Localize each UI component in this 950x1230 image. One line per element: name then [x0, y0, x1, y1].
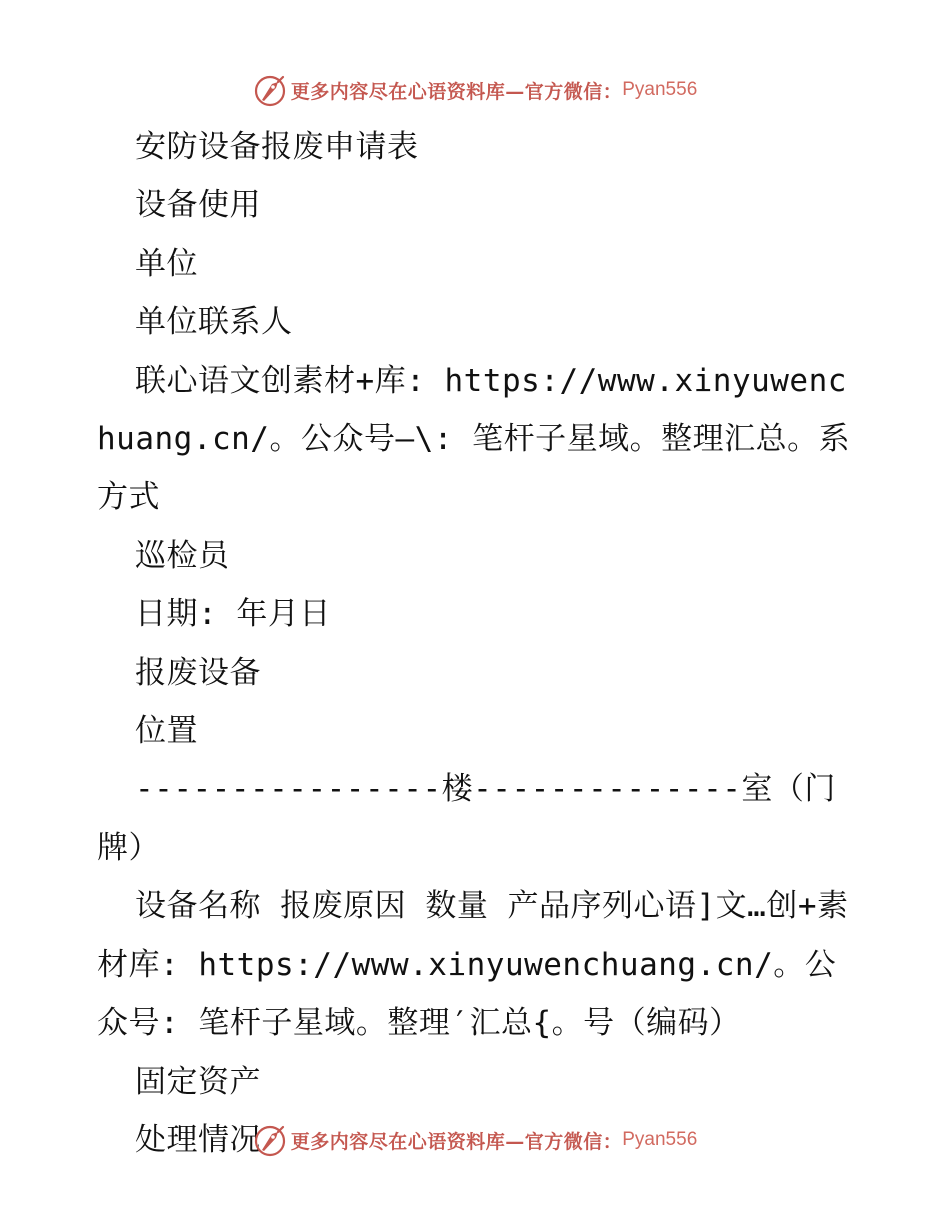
pen-nib-logo-icon: [253, 73, 287, 107]
doc-paragraph: 处理情况: [135, 1121, 261, 1158]
doc-paragraph: 报废设备: [135, 654, 261, 691]
banner-text: 更多内容尽在心语资料库—官方微信：: [290, 80, 623, 103]
doc-paragraph: 单位: [135, 245, 198, 282]
doc-paragraph: ----------------楼--------------室（门牌）: [97, 771, 836, 866]
doc-paragraph: 日期: 年月日: [135, 596, 331, 633]
doc-paragraph: 固定资产: [135, 1063, 261, 1100]
doc-paragraph: 巡检员: [135, 537, 230, 574]
doc-paragraph: 位置: [135, 713, 198, 750]
pen-nib-logo-icon: [253, 1123, 287, 1157]
doc-paragraph: 联心语文创素材+库: https://www.xinyuwenchuang.cn/。公众号—\: 笔杆子星域。整理汇总。系方式: [97, 362, 851, 516]
document-body: [97, 118, 857, 1169]
banner-wechat-id: Pyan556: [622, 79, 698, 100]
doc-paragraph: 单位联系人: [135, 304, 293, 341]
header-banner: [0, 70, 950, 110]
doc-paragraph: 设备名称 报废原因 数量 产品序列心语]文…创+素材库: https://www.xinyuwenchuang.cn/。公众号: 笔杆子星域。整理′汇总{。号（编码）: [97, 888, 849, 1042]
doc-title: 安防设备报废申请表: [135, 129, 419, 165]
banner-text: 更多内容尽在心语资料库—官方微信：: [290, 1130, 623, 1153]
doc-paragraph: 设备使用: [135, 187, 261, 224]
banner-wechat-id: Pyan556: [622, 1129, 698, 1150]
footer-banner: [0, 1120, 950, 1160]
